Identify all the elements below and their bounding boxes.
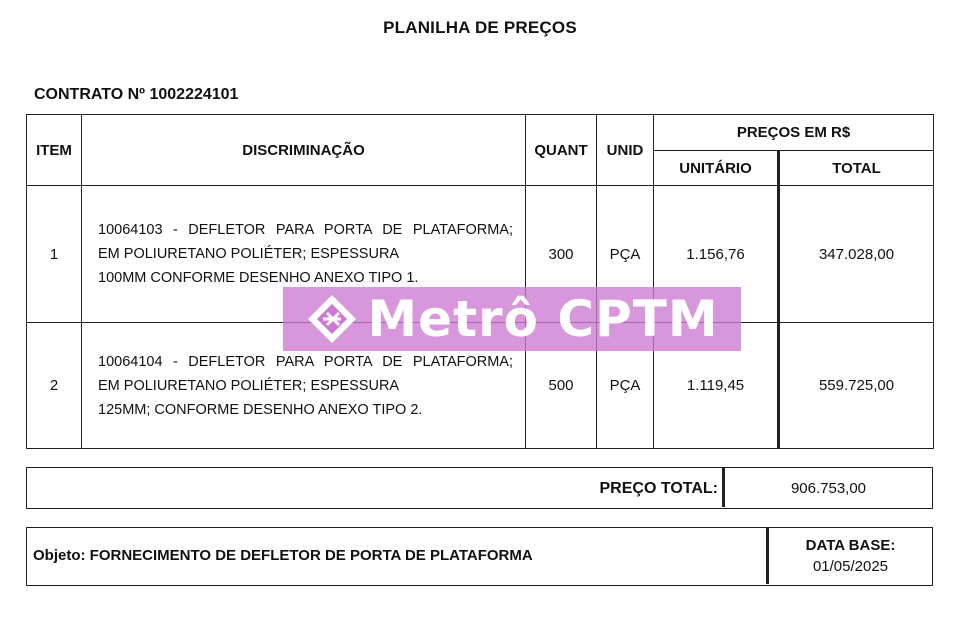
header-unid: UNID xyxy=(597,115,654,186)
row-quant: 500 xyxy=(526,323,597,449)
watermark xyxy=(283,287,741,351)
contract-number: CONTRATO Nº 1002224101 xyxy=(34,86,239,103)
description-line: EM POLIURETANO POLIÉTER; ESPESSURA xyxy=(98,377,400,394)
metro-cptm-logo-icon xyxy=(305,292,359,346)
row-unid: PÇA xyxy=(597,186,654,323)
row-item: 1 xyxy=(27,186,82,323)
row-unitario: 1.119,45 xyxy=(654,323,779,449)
row-unid: PÇA xyxy=(597,323,654,449)
total-price-box xyxy=(26,467,933,509)
header-quant: QUANT xyxy=(526,115,597,186)
row-unitario: 1.156,76 xyxy=(654,186,779,323)
header-total: TOTAL xyxy=(779,151,934,186)
description-line: 125MM; CONFORME DESENHO ANEXO TIPO 2. xyxy=(98,401,423,418)
header-discriminacao: DISCRIMINAÇÃO xyxy=(82,115,526,186)
header-unitario: UNITÁRIO xyxy=(654,151,779,186)
description-line: EM POLIURETANO POLIÉTER; ESPESSURA xyxy=(98,246,400,262)
data-base-value: 01/05/2025 xyxy=(812,558,889,575)
data-base-cell xyxy=(766,528,932,584)
row-quant: 300 xyxy=(526,186,597,323)
objeto-text: Objeto: FORNECIMENTO DE DEFLETOR DE PORTA DE PLATAFORMA xyxy=(33,547,533,564)
header-item: ITEM xyxy=(27,115,82,186)
row-total: 559.725,00 xyxy=(779,323,934,449)
watermark-text: Metrô CPTM xyxy=(367,290,719,348)
header-precos: PREÇOS EM R$ xyxy=(654,115,934,151)
description-line: 100MM CONFORME DESENHO ANEXO TIPO 1. xyxy=(98,270,419,286)
price-table xyxy=(26,114,934,449)
objeto-box xyxy=(26,527,933,586)
row-item: 2 xyxy=(27,323,82,449)
description-line: 10064103 - DEFLETOR PARA PORTA DE PLATAFORMA; xyxy=(98,222,513,238)
total-price-value: 906.753,00 xyxy=(722,468,932,507)
row-total: 347.028,00 xyxy=(779,186,934,323)
page-title: PLANILHA DE PREÇOS xyxy=(383,18,577,37)
description-line: 10064104 - DEFLETOR PARA PORTA DE PLATAFORMA; xyxy=(98,353,513,370)
total-price-label: PREÇO TOTAL: xyxy=(599,480,718,497)
data-base-label: DATA BASE: xyxy=(805,537,896,554)
